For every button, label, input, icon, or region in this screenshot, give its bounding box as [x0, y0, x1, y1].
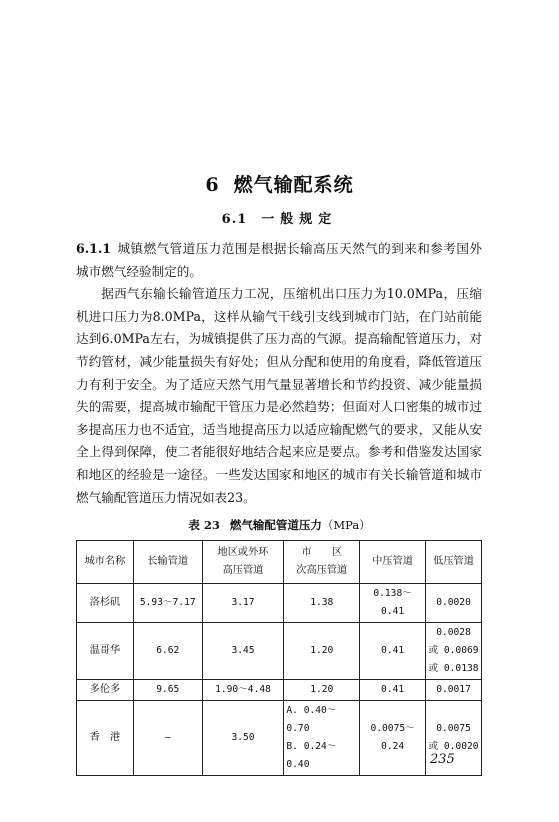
header-urban-sub-high [284, 541, 360, 584]
cell-urban [284, 701, 360, 776]
header-low [426, 541, 482, 584]
cell-long: 6.62 [133, 623, 202, 680]
section-name: 一般规定 [261, 212, 338, 227]
cell-low: 0.0017 [426, 680, 482, 701]
table-unit: （MPa） [321, 518, 371, 532]
cell-low [426, 623, 482, 680]
cell-low: 0.0020 [426, 584, 482, 623]
cell-long: 9.65 [133, 680, 202, 701]
clause-text: 城镇燃气管道压力范围是根据长输高压天然气的到来和参考国外城市燃气经验制定的。 [76, 241, 482, 279]
table-title: 燃气输配管道压力 [229, 518, 322, 532]
cell-city: 香 港 [77, 701, 134, 776]
header-long-distance-label: 长输管道 [147, 556, 189, 567]
clause-paragraph [76, 238, 482, 283]
table-number: 表 23 [188, 518, 220, 532]
header-city-label: 城市名称 [84, 556, 126, 567]
cell-urban-line: B. 0.24～0.40 [286, 741, 337, 770]
body-text [76, 238, 482, 509]
explanation-paragraph: 据西气东输长输管道压力工况，压缩机出口压力为10.0MPa，压缩机进口压力为8.0MPa，这样从输气干线引支线到城市门站，在门站前能达到6.0MPa左右，为城镇提供了压力高的气源。提高输配管道压力，对节约管材，减少能量损失有好处；但从分配和使用的角度看，降低管道压力有利于安全。为了适应天然气用气量显著增长和节约投资、减少能量损失的需要，提高城市输配干管压力是必然趋势；但面对人口密集的城市过多提高压力也不适宜，适当地提高压力以适应输配燃气的要求，又能从安全上得到保障，使二者能很好地结合起来应是要点。参考和借鉴发达国家和地区的经验是一途径。一些发达国家和地区的城市有关长输管道和城市燃气输配管道压力情况如表23。 [76, 286, 482, 505]
page-number: 235 [430, 752, 455, 767]
cell-long: 5.93～7.17 [133, 584, 202, 623]
cell-urban: 1.20 [284, 680, 360, 701]
cell-urban-line: A. 0.40～0.70 [286, 705, 337, 734]
section-number: 6.1 [221, 212, 248, 227]
section-title [0, 208, 559, 227]
cell-outer: 3.50 [202, 701, 284, 776]
chapter-number: 6 [205, 174, 220, 196]
cell-city: 多伦多 [77, 680, 134, 701]
table-row [77, 680, 482, 701]
cell-long: — [133, 701, 202, 776]
cell-low-line: 或 0.0069 [428, 645, 479, 656]
cell-low-line: 0.0028 [436, 627, 471, 638]
cell-city: 洛杉矶 [77, 584, 134, 623]
table-row [77, 701, 482, 776]
table-row [77, 584, 482, 623]
header-medium [360, 541, 426, 584]
header-urban-line1: 市 区 [301, 547, 343, 558]
chapter-title [0, 170, 559, 197]
cell-low-line: 或 0.0138 [428, 663, 479, 674]
cell-outer: 1.90～4.48 [202, 680, 284, 701]
cell-urban: 1.20 [284, 623, 360, 680]
header-outer-high [202, 541, 284, 584]
cell-city: 温哥华 [77, 623, 134, 680]
header-outer-high-line1: 地区或外环 [217, 547, 269, 558]
table-caption [0, 517, 559, 533]
cell-medium: 0.138～0.41 [360, 584, 426, 623]
header-outer-high-line2: 高压管道 [222, 565, 264, 576]
cell-low-line: 0.0075 [436, 723, 471, 734]
cell-outer: 3.45 [202, 623, 284, 680]
pressure-table [76, 540, 482, 776]
clause-number: 6.1.1 [76, 241, 112, 256]
cell-medium: 0.0075～0.24 [360, 701, 426, 776]
cell-medium: 0.41 [360, 680, 426, 701]
cell-medium: 0.41 [360, 623, 426, 680]
header-medium-label: 中压管道 [372, 556, 413, 567]
header-urban-line2: 次高压管道 [296, 565, 348, 576]
table-row [77, 623, 482, 680]
header-city [77, 541, 134, 584]
header-low-label: 低压管道 [433, 556, 474, 567]
table-header-row [77, 541, 482, 584]
header-long-distance [133, 541, 202, 584]
chapter-name: 燃气输配系统 [233, 174, 354, 196]
cell-outer: 3.17 [202, 584, 284, 623]
cell-urban: 1.38 [284, 584, 360, 623]
cell-low-line: 或 0.0020 [428, 741, 479, 752]
